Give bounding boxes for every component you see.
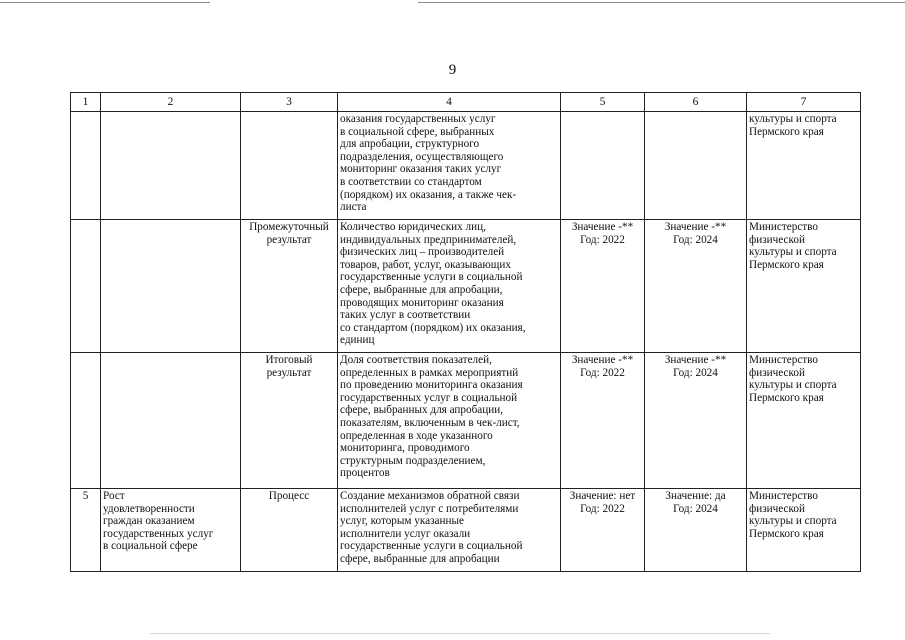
- cell-base-value: Значение: нет Год: 2022: [561, 489, 645, 572]
- cell-responsible: Министерство физической культуры и спорта Пермского края: [747, 353, 861, 489]
- cell-base-value: Значение -** Год: 2022: [561, 220, 645, 353]
- cell-result-type: Процесс: [241, 489, 338, 572]
- cell-result-type: Промежуточный результат: [241, 220, 338, 353]
- scan-top-line-right: [418, 2, 905, 3]
- cell-number: [71, 220, 101, 353]
- header-row: [71, 93, 861, 112]
- cell-indicator: [101, 112, 241, 220]
- table-row: [71, 489, 861, 572]
- cell-target-value: Значение -** Год: 2024: [645, 353, 747, 489]
- cell-result-type: Итоговый результат: [241, 353, 338, 489]
- column-header-6: 6: [645, 93, 747, 112]
- cell-responsible: Министерство физической культуры и спорта Пермского края: [747, 489, 861, 572]
- cell-target-value: Значение: да Год: 2024: [645, 489, 747, 572]
- cell-responsible: Министерство физической культуры и спорта Пермского края: [747, 220, 861, 353]
- table-row: [71, 220, 861, 353]
- cell-number: [71, 112, 101, 220]
- cell-base-value: [561, 112, 645, 220]
- page-number: 9: [448, 62, 457, 78]
- column-header-5: 5: [561, 93, 645, 112]
- measures-table: [70, 92, 861, 572]
- column-header-3: 3: [241, 93, 338, 112]
- scan-bottom-line: [150, 633, 770, 634]
- cell-description: оказания государственных услуг в социальной сфере, выбранных для апробации, структурного подразделения, осуществляющего мониторинг оказания таких услуг в соответствии со стандартом (порядком) их оказания, а также чек- листа: [338, 112, 561, 220]
- cell-number: [71, 353, 101, 489]
- column-header-1: 1: [71, 93, 101, 112]
- scan-top-line-left: [0, 2, 210, 3]
- column-header-7: 7: [747, 93, 861, 112]
- cell-number: 5: [71, 489, 101, 572]
- cell-description: Количество юридических лиц, индивидуальных предпринимателей, физических лиц – производителей товаров, работ, услуг, оказывающих государственные услуги в социальной сфере, выбранные для апробации, проводящих мониторинг оказания таких услуг в соответствии со стандартом (порядком) их оказания, единиц: [338, 220, 561, 353]
- cell-indicator: Рост удовлетворенности граждан оказанием государственных услуг в социальной сфере: [101, 489, 241, 572]
- table-row: [71, 353, 861, 489]
- cell-base-value: Значение -** Год: 2022: [561, 353, 645, 489]
- cell-description: Создание механизмов обратной связи исполнителей услуг с потребителями услуг, которым указанные исполнители услуг оказали государственные услуги в социальной сфере, выбранные для апробации: [338, 489, 561, 572]
- cell-indicator: [101, 353, 241, 489]
- cell-result-type: [241, 112, 338, 220]
- cell-responsible: культуры и спорта Пермского края: [747, 112, 861, 220]
- column-header-2: 2: [101, 93, 241, 112]
- cell-indicator: [101, 220, 241, 353]
- table-row: [71, 112, 861, 220]
- cell-target-value: Значение -** Год: 2024: [645, 220, 747, 353]
- column-header-4: 4: [338, 93, 561, 112]
- cell-target-value: [645, 112, 747, 220]
- cell-description: Доля соответствия показателей, определенных в рамках мероприятий по проведению мониторинга оказания государственных услуг в социальной сфере, выбранных для апробации, показателям, включенным в чек-лист, определенная в ходе указанного мониторинга, проводимого структурным подразделением, процентов: [338, 353, 561, 489]
